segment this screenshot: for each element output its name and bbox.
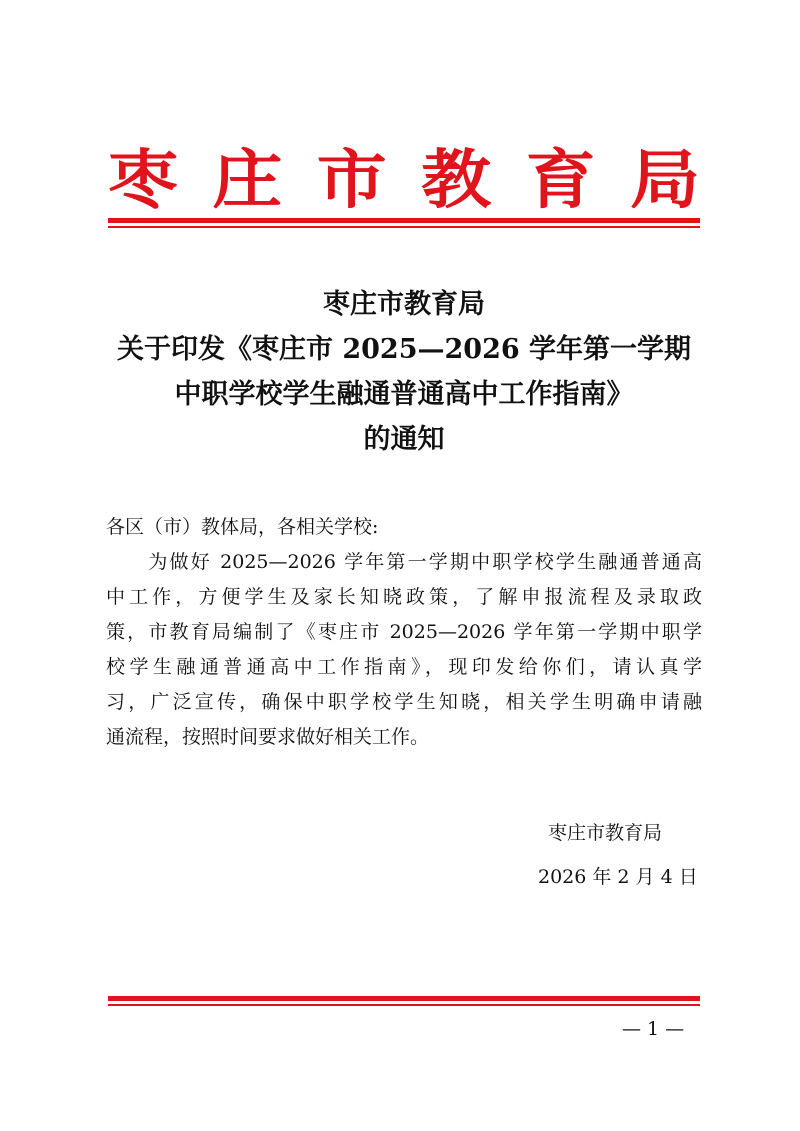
masthead-title — [108, 138, 700, 222]
header-red-rule-thin — [108, 226, 700, 228]
title-line: 的通知 — [363, 424, 445, 455]
title-line: 枣庄市教育局 — [323, 289, 485, 320]
document-body — [106, 510, 702, 755]
masthead-char: 教 — [421, 141, 492, 218]
footer-red-rule-thin — [108, 1004, 700, 1006]
paragraph-line: 通流程，按照时间要求做好相关工作。 — [106, 726, 430, 748]
masthead-char: 枣 — [108, 141, 178, 218]
masthead-char: 育 — [525, 141, 596, 218]
page-number: — 1 — — [622, 1018, 685, 1040]
paragraph-line: 策，市教育局编制了《枣庄市 2025—2026 学年第一学期中职学 — [106, 621, 702, 643]
header-red-rule-thick — [108, 218, 700, 223]
masthead-char: 庄 — [212, 141, 283, 218]
salutation: 各区（市）教体局，各相关学校: — [106, 516, 379, 538]
paragraph-line: 为做好 2025—2026 学年第一学期中职学校学生融通普通高 — [106, 551, 702, 573]
signature-date: 2026 年 2 月 4 日 — [538, 866, 698, 888]
signature-organization: 枣庄市教育局 — [548, 822, 663, 844]
title-line: 关于印发《枣庄市 2025—2026 学年第一学期 — [116, 334, 692, 365]
paragraph-line: 习，广泛宣传，确保中职学校学生知晓，相关学生明确申请融 — [106, 691, 702, 713]
title-line: 中职学校学生融通普通高中工作指南》 — [174, 379, 634, 410]
masthead-char: 局 — [629, 141, 700, 218]
paragraph-line: 校学生融通普通高中工作指南》，现印发给你们，请认真学 — [106, 656, 702, 678]
paragraph-line: 中工作，方便学生及家长知晓政策，了解申报流程及录取政 — [106, 586, 702, 608]
document-title — [100, 282, 708, 462]
footer-red-rule-thick — [108, 996, 700, 1001]
body-paragraph — [106, 545, 702, 755]
masthead-char: 市 — [316, 141, 387, 218]
